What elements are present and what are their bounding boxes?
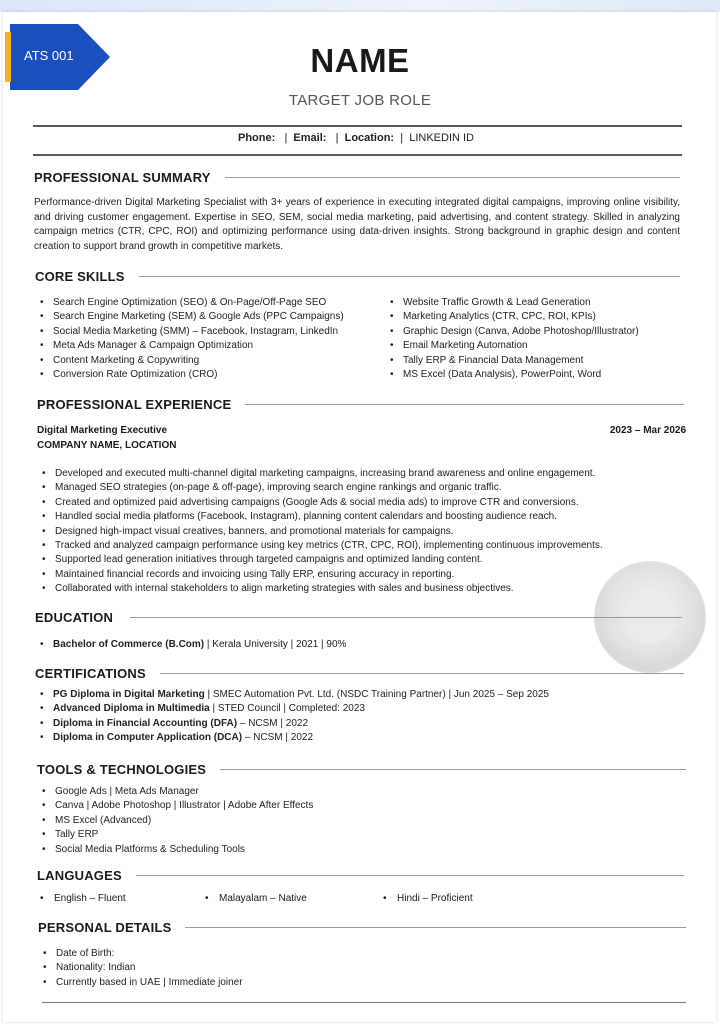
certifications-heading: CERTIFICATIONS (35, 666, 160, 681)
job-dates: 2023 – Mar 2026 (609, 425, 686, 436)
experience-item: • Handled social media platforms (Facebook, Instagram), planning content calendars and boosting audience reach. (40, 510, 603, 524)
experience-item: • Developed and executed multi-channel digital marketing campaigns, increasing brand awareness and online engagement. (40, 467, 603, 481)
skill-item: • Conversion Rate Optimization (CRO) (38, 368, 344, 382)
experience-item: • Designed high-impact visual creatives, banners, and promotional materials for campaigns. (40, 525, 603, 539)
job-title: Digital Marketing Executive (37, 425, 168, 436)
language-item: • English – Fluent (40, 893, 126, 904)
skill-item: • Tally ERP & Financial Data Management (388, 354, 639, 368)
location-label: Location: (344, 132, 395, 144)
ats-badge-label: ATS 001 (24, 48, 74, 63)
contact-separator: | (284, 132, 288, 144)
education-item: • Bachelor of Commerce (B.Com) | Kerala University | 2021 | 90% (38, 638, 346, 652)
certifications-rule (150, 673, 684, 674)
footer-rule (42, 1002, 686, 1003)
skills-heading: CORE SKILLS (35, 269, 139, 284)
tool-item: • Social Media Platforms & Scheduling Tools (40, 843, 313, 857)
header-bottom-rule (33, 154, 682, 156)
tools-rule (200, 769, 686, 770)
tools-list (40, 785, 313, 857)
personal-list (41, 947, 243, 990)
contact-separator: | (335, 132, 339, 144)
languages-heading: LANGUAGES (37, 868, 136, 883)
certification-item: • Diploma in Computer Application (DCA) – NCSM | 2022 (38, 731, 549, 745)
experience-item: • Created and optimized paid advertising campaigns (Google Ads & social media ads) to improve CTR and conversions. (40, 496, 603, 510)
skill-item: • Search Engine Marketing (SEM) & Google Ads (PPC Campaigns) (38, 310, 344, 324)
email-label: Email: (293, 132, 327, 144)
experience-item: • Tracked and analyzed campaign performance using key metrics (CTR, CPC, ROI), implementing continuous improvements. (40, 539, 603, 553)
language-item: • Hindi – Proficient (383, 893, 473, 904)
education-heading: EDUCATION (35, 610, 127, 625)
candidate-name: NAME (310, 42, 410, 79)
experience-bullets (40, 467, 603, 597)
personal-heading: PERSONAL DETAILS (38, 920, 185, 935)
education-rule (130, 617, 682, 618)
tools-heading: TOOLS & TECHNOLOGIES (37, 762, 220, 777)
tool-item: • Google Ads | Meta Ads Manager (40, 785, 313, 799)
tool-item: • MS Excel (Advanced) (40, 814, 313, 828)
skill-item: • Marketing Analytics (CTR, CPC, ROI, KPIs) (388, 310, 639, 324)
job-company: COMPANY NAME, LOCATION (37, 440, 177, 451)
skill-item: • Graphic Design (Canva, Adobe Photoshop/Illustrator) (388, 325, 639, 339)
skill-item: • MS Excel (Data Analysis), PowerPoint, Word (388, 368, 639, 382)
summary-text: Performance-driven Digital Marketing Specialist with 3+ years of experience in executing integrated digital campaigns, improving online visibility, and driving customer engagement. Expertise in SEO, SEM, social media marketing, paid advertising, and content strategy. Skilled in analyzing campaign metrics (CTR, CPC, ROI) and optimizing performance using data-driven insights. Strong background in graphic design and content creation to support brand growth in competitive markets. (34, 197, 680, 252)
skill-item: • Email Marketing Automation (388, 339, 639, 353)
experience-item: • Collaborated with internal stakeholders to align marketing strategies with sales and business objectives. (40, 582, 603, 596)
personal-item: • Currently based in UAE | Immediate joiner (41, 976, 243, 990)
personal-item: • Date of Birth: (41, 947, 243, 961)
summary-heading: PROFESSIONAL SUMMARY (34, 170, 225, 185)
experience-item: • Maintained financial records and invoicing using Tally ERP, ensuring accuracy in reporting. (40, 568, 603, 582)
linkedin-id[interactable]: LINKEDIN ID (409, 132, 474, 144)
skill-item: • Website Traffic Growth & Lead Generation (388, 296, 639, 310)
header-top-rule (33, 125, 682, 127)
certification-item: • Advanced Diploma in Multimedia | STED Council | Completed: 2023 (38, 702, 549, 716)
skill-item: • Search Engine Optimization (SEO) & On-Page/Off-Page SEO (38, 296, 344, 310)
phone-label: Phone: (237, 132, 276, 144)
personal-rule (170, 927, 686, 928)
experience-rule (224, 404, 684, 405)
personal-item: • Nationality: Indian (41, 961, 243, 975)
experience-heading: PROFESSIONAL EXPERIENCE (37, 397, 245, 412)
skill-item: • Social Media Marketing (SMM) – Facebook, Instagram, LinkedIn (38, 325, 344, 339)
experience-item: • Managed SEO strategies (on-page & off-page), improving search engine rankings and organic traffic. (40, 481, 603, 495)
languages-rule (130, 875, 684, 876)
contact-line (0, 132, 712, 144)
top-strip (0, 0, 720, 12)
skill-item: • Content Marketing & Copywriting (38, 354, 344, 368)
certification-item: • PG Diploma in Digital Marketing | SMEC Automation Pvt. Ltd. (NSDC Training Partner) | Jun 2025 – Sep 2025 (38, 688, 549, 702)
contact-separator: | (400, 132, 404, 144)
tool-item: • Canva | Adobe Photoshop | Illustrator | Adobe After Effects (40, 799, 313, 813)
language-item: • Malayalam – Native (205, 893, 307, 904)
skills-list-left (38, 296, 344, 382)
tool-item: • Tally ERP (40, 828, 313, 842)
certifications-list (38, 688, 549, 746)
target-job-role: TARGET JOB ROLE (288, 92, 432, 109)
skills-list-right (388, 296, 639, 382)
experience-item: • Supported lead generation initiatives through targeted campaigns and optimized landing content. (40, 553, 603, 567)
certification-item: • Diploma in Financial Accounting (DFA) – NCSM | 2022 (38, 717, 549, 731)
skill-item: • Meta Ads Manager & Campaign Optimization (38, 339, 344, 353)
education-list (38, 638, 346, 652)
skills-rule (126, 276, 680, 277)
